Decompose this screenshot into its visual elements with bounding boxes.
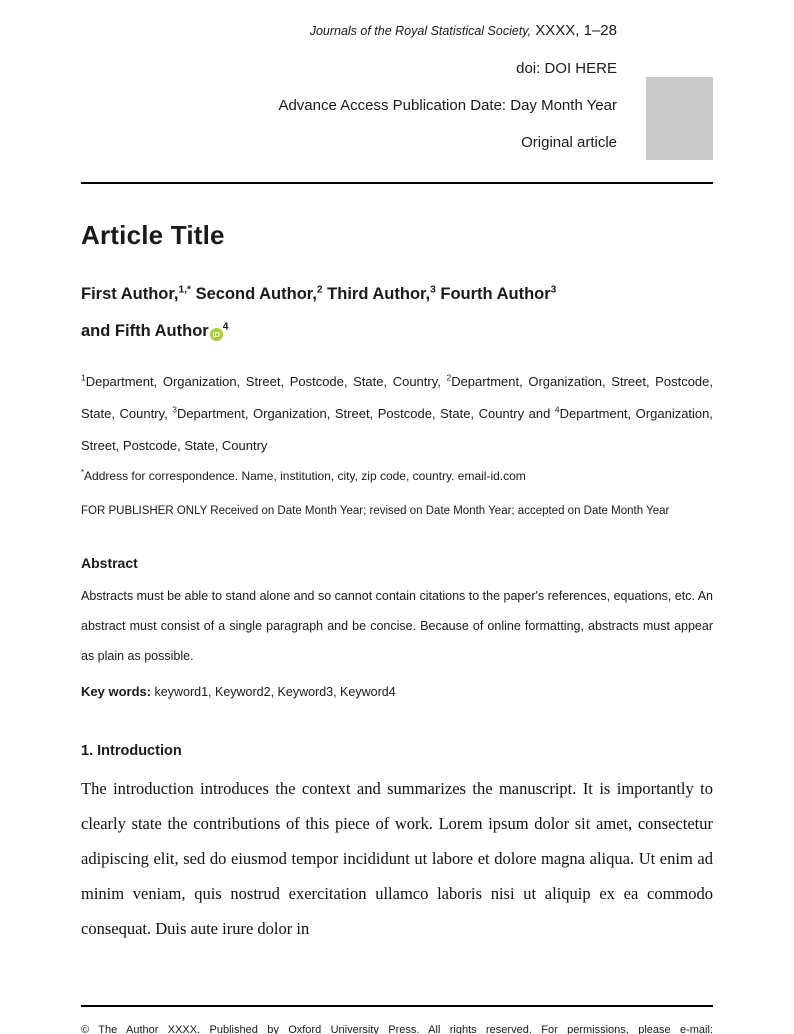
footer-rule (81, 1005, 713, 1007)
author-4: Fourth Author (435, 285, 551, 303)
affiliation-4-superscript: 4 (554, 404, 560, 415)
keywords-list: keyword1, Keyword2, Keyword3, Keyword4 (151, 685, 396, 699)
author-3-superscript: 3 (430, 284, 436, 296)
journal-logo-placeholder (646, 77, 713, 160)
author-2: Second Author, (190, 285, 317, 303)
journal-name-line (81, 12, 617, 50)
publisher-note: FOR PUBLISHER ONLY Received on Date Month Year; revised on Date Month Year; accepted on Date Month Year (81, 505, 670, 517)
keywords-line (81, 683, 713, 701)
author-line-2 (81, 313, 713, 350)
affiliation-1: Department, Organization, Street, Postcode, State, Country, (85, 374, 447, 389)
affiliation-1-superscript: 1 (81, 372, 86, 383)
author-2-superscript: 2 (316, 284, 323, 296)
affiliation-4: Department, Organization, Street, Postcode, State, Country (81, 406, 714, 453)
paper-page (0, 12, 794, 946)
author-1-superscript: 1,* (178, 284, 191, 296)
author-list (81, 276, 713, 350)
abstract-text: Abstracts must be able to stand alone and so cannot contain citations to the paper's references, equations, etc. An abstract must consist of a single paragraph and be concise. Because of online formatting, abstracts must appear as plain as possible. (81, 589, 713, 663)
header-rule (81, 182, 713, 184)
author-line-1 (81, 276, 713, 313)
article-title: Article Title (81, 220, 225, 250)
correspondence-asterisk: * (81, 468, 85, 477)
correspondence-text: Address for correspondence. Name, institution, city, zip code, country. email-id.com (84, 469, 526, 483)
doi-line: doi: DOI HERE (516, 60, 617, 77)
correspondence-note (81, 467, 713, 485)
journal-header (81, 12, 713, 161)
affiliation-2: Department, Organization, Street, Postcode, State, Country, (81, 374, 713, 421)
author-4-superscript: 3 (550, 284, 557, 296)
author-1: First Author, (81, 285, 179, 303)
introduction-heading: 1. Introduction (81, 743, 182, 759)
author-5: and Fifth Author (81, 322, 209, 340)
orcid-icon[interactable]: iD (210, 328, 223, 341)
abstract-heading: Abstract (81, 555, 138, 571)
affiliation-2-superscript: 2 (446, 372, 452, 383)
introduction-text: The introduction introduces the context and summarizes the manuscript. It is importantly to clearly state the contributions of this piece of work. Lorem ipsum dolor sit amet, consectetur adipiscing elit, sed do eiusmod tempor incididunt ut labore et dolore magna aliqua. Ut enim ad minim veniam, quis nostrud exercitation ullamco laboris nisi ut aliquip ex ea commodo consequat. Duis aute irure dolor in (81, 779, 713, 938)
affiliation-3-superscript: 3 (172, 404, 177, 415)
copyright-line: © The Author XXXX. Published by Oxford University Press. All rights reserved. For permissions, please e-mail: (81, 1023, 713, 1034)
journal-issue: XXXX, 1–28 (531, 22, 617, 39)
journal-name: Journals of the Royal Statistical Society, (309, 24, 532, 38)
author-3: Third Author, (322, 285, 431, 303)
author-5-superscript: 4 (222, 321, 229, 333)
keywords-label: Key words: (81, 684, 152, 699)
page-footer (81, 1005, 713, 1034)
affiliations (81, 366, 713, 462)
affiliation-3: Department, Organization, Street, Postcode, State, Country and (176, 406, 555, 421)
advance-access-line: Advance Access Publication Date: Day Month Year (278, 97, 617, 114)
article-type-label: Original article (521, 134, 617, 151)
